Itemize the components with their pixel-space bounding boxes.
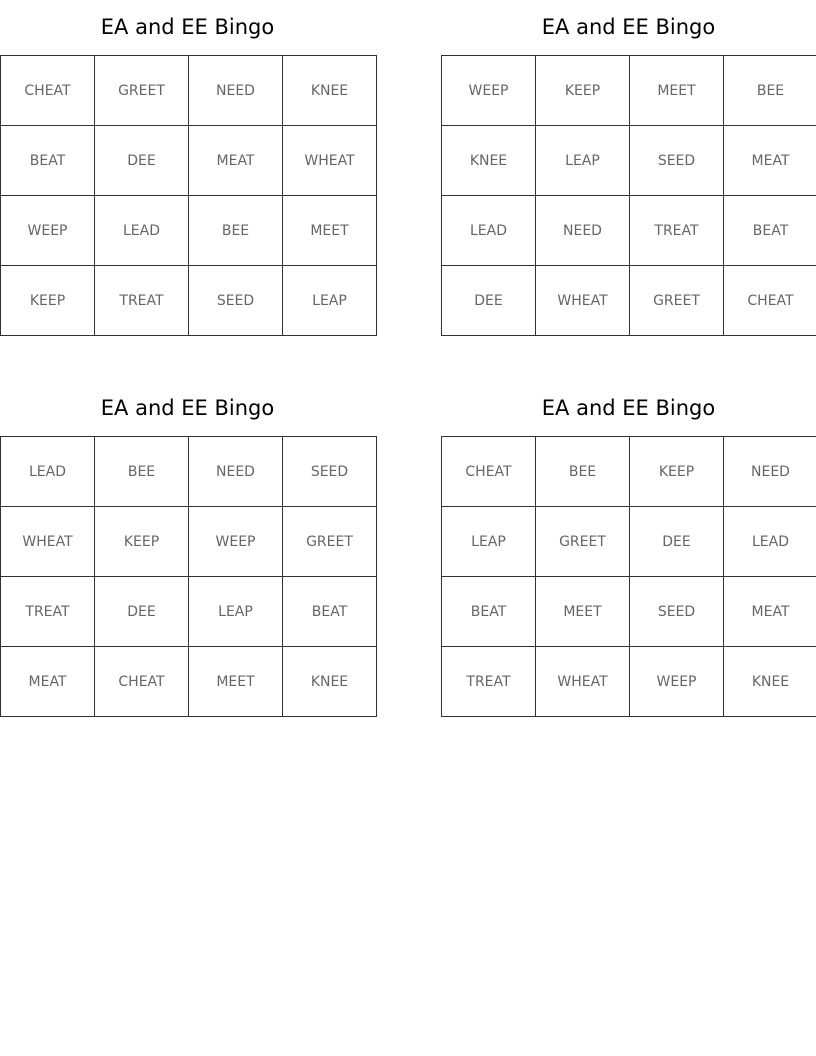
grid-row	[1, 437, 377, 507]
bingo-cell: GREET	[536, 507, 630, 577]
bingo-cell: WHEAT	[536, 647, 630, 717]
grid-row	[1, 266, 377, 336]
bingo-cell: SEED	[189, 266, 283, 336]
bingo-cell: NEED	[189, 56, 283, 126]
bingo-grid	[441, 55, 816, 336]
bingo-cell: DEE	[630, 507, 724, 577]
bingo-cell: CHEAT	[724, 266, 816, 336]
grid-row	[1, 56, 377, 126]
bingo-cell: WEEP	[442, 56, 536, 126]
bingo-cell: KNEE	[283, 56, 377, 126]
bingo-cell: KEEP	[536, 56, 630, 126]
bingo-cell: NEED	[724, 437, 816, 507]
bingo-cell: TREAT	[442, 647, 536, 717]
bingo-cell: KNEE	[724, 647, 816, 717]
bingo-cell: MEET	[630, 56, 724, 126]
bingo-cell: NEED	[189, 437, 283, 507]
bingo-cell: MEAT	[724, 126, 816, 196]
grid-row	[442, 266, 816, 336]
bingo-cell: SEED	[630, 126, 724, 196]
bingo-cell: LEAP	[536, 126, 630, 196]
bingo-cell: BEAT	[283, 577, 377, 647]
bingo-cell: BEE	[536, 437, 630, 507]
bingo-cell: LEAD	[95, 196, 189, 266]
bingo-cell: LEAD	[724, 507, 816, 577]
bingo-cell: WHEAT	[283, 126, 377, 196]
bingo-cell: TREAT	[1, 577, 95, 647]
bingo-cell: CHEAT	[442, 437, 536, 507]
bingo-grid	[0, 436, 377, 717]
grid-row	[1, 196, 377, 266]
bingo-cell: LEAP	[189, 577, 283, 647]
bingo-grid	[441, 436, 816, 717]
bingo-cell: WEEP	[630, 647, 724, 717]
bingo-cell: LEAP	[283, 266, 377, 336]
bingo-cell: KNEE	[442, 126, 536, 196]
grid-row	[442, 507, 816, 577]
bingo-cell: MEAT	[724, 577, 816, 647]
bingo-grid	[0, 55, 377, 336]
bingo-cell: CHEAT	[95, 647, 189, 717]
bingo-cell: DEE	[95, 126, 189, 196]
bingo-cell: DEE	[95, 577, 189, 647]
bingo-cell: DEE	[442, 266, 536, 336]
bingo-cell: SEED	[283, 437, 377, 507]
bingo-cell: BEAT	[1, 126, 95, 196]
bingo-cell: KEEP	[630, 437, 724, 507]
bingo-cell: NEED	[536, 196, 630, 266]
bingo-cell: TREAT	[630, 196, 724, 266]
bingo-cell: GREET	[95, 56, 189, 126]
card-title: EA and EE Bingo	[100, 396, 275, 420]
grid-row	[1, 126, 377, 196]
bingo-cell: BEAT	[442, 577, 536, 647]
grid-row	[442, 577, 816, 647]
bingo-cell: LEAD	[442, 196, 536, 266]
grid-row	[442, 196, 816, 266]
grid-row	[442, 126, 816, 196]
bingo-cell: MEAT	[1, 647, 95, 717]
bingo-cell: BEE	[189, 196, 283, 266]
bingo-cell: CHEAT	[1, 56, 95, 126]
grid-row	[442, 56, 816, 126]
bingo-cell: KEEP	[1, 266, 95, 336]
bingo-cell: GREET	[630, 266, 724, 336]
bingo-cell: BEAT	[724, 196, 816, 266]
card-title: EA and EE Bingo	[541, 15, 716, 39]
card-title: EA and EE Bingo	[100, 15, 275, 39]
bingo-cell: WHEAT	[1, 507, 95, 577]
bingo-cell: WEEP	[189, 507, 283, 577]
bingo-cell: SEED	[630, 577, 724, 647]
bingo-cell: KEEP	[95, 507, 189, 577]
grid-row	[442, 437, 816, 507]
card-title: EA and EE Bingo	[541, 396, 716, 420]
bingo-cell: WEEP	[1, 196, 95, 266]
bingo-cell: MEET	[283, 196, 377, 266]
bingo-cell: WHEAT	[536, 266, 630, 336]
grid-row	[442, 647, 816, 717]
bingo-cell: BEE	[724, 56, 816, 126]
bingo-cell: LEAD	[1, 437, 95, 507]
bingo-cell: BEE	[95, 437, 189, 507]
bingo-cell: KNEE	[283, 647, 377, 717]
grid-row	[1, 577, 377, 647]
grid-row	[1, 647, 377, 717]
bingo-cell: GREET	[283, 507, 377, 577]
bingo-cell: MEAT	[189, 126, 283, 196]
bingo-cell: MEET	[189, 647, 283, 717]
bingo-cell: MEET	[536, 577, 630, 647]
grid-row	[1, 507, 377, 577]
bingo-cell: LEAP	[442, 507, 536, 577]
bingo-cell: TREAT	[95, 266, 189, 336]
